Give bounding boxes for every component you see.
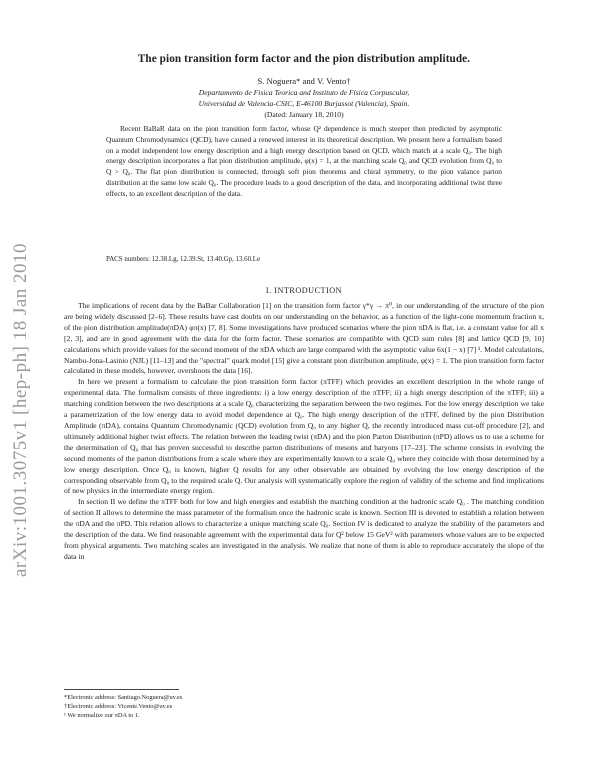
footnotes bbox=[64, 694, 544, 720]
affiliation-line-1: Departamento de Fisica Teorica and Instituto de Física Corpuscular, bbox=[198, 88, 410, 97]
arxiv-identifier: arXiv:1001.3075v1 [hep-ph] 18 Jan 2010 bbox=[10, 242, 31, 578]
abstract: Recent BaBaR data on the pion transition form factor, whose Q² dependence is much steeper then predicted by asymptotic Quantum Chromodynamics (QCD), have caused a renewed interest in its theoretical description. We present here a formalism based on a model independent low energy description and a high energy description based on QCD, which match at a scale Q₀. The high energy description incorporates a flat pion distribution amplitude, φ(x) = 1, at the matching scale Q₀ and QCD evolution from Q₀ to Q > Q₀. The flat pion distribution is connected, through soft pion theorems and chiral symmetry, to the pion valance parton distribution at the same low scale Q₀. The procedure leads to a good description of the data, and incorporating additional twist three effects, to an excellent description of the data. bbox=[106, 124, 502, 198]
introduction-body bbox=[64, 301, 544, 563]
arxiv-stamp bbox=[6, 180, 36, 640]
footnote: ¹ We normalize our πDA to 1. bbox=[64, 711, 140, 719]
paragraph: The implications of recent data by the BaBar Collaboration [1] on the transition form factor γ*γ → π⁰, in our understanding of the structure of the pion are being widely discussed [2–6]. These results have cast doubts on our understanding on the behavior, as a function of the light-cone momentum fraction x, of the pion distribution amplitude(πDA) φπ(x) [7, 8]. Some investigations have produced scenarios where the pion πDA is flat, i.e. a constant value for all x [2, 3], and are in good agreement with the data for the form factor. These scenarios are compatible with QCD sum rules [8] and lattice QCD [9, 10] calculations which provide values for the second moment of the πDA which are large compared with the asymptotic value 6x(1 − x) [7] ¹. Model calculations, Nambu-Jona-Lasinio (NJL) [11–13] and the "spectral" quark model [15] give a constant pion distribution amplitude, φ(x) = 1. The pion transition form factor calculated in these models, however, overshoots the data [16]. bbox=[64, 301, 544, 376]
authors: S. Noguera* and V. Vento† bbox=[257, 76, 351, 86]
footnote-divider bbox=[64, 689, 179, 690]
paragraph: In section II we define the πTFF both for low and high energies and establish the matching condition at the hadronic scale Q₀ . The matching condition of section II allows to determine the mass parameter of the formalism once the hadronic scale is known. Section III is devoted to establish a relation between the πDA and the πPD. This relation allows to characterize a unique matching scale Q₀. Section IV is dedicated to analyze the stability of the parameters and the description of the data. We find reasonable agreement with the experimental data for Q² below 15 GeV² with parameters whose values are to be expected from physical arguments. Two matching scales are investigated in the analysis. We realize that none of them is able to reproduce accurately the slope of the data in bbox=[64, 497, 544, 561]
pacs-numbers: PACS numbers: 12.38.Lg, 12.39.St, 13.40.Gp, 13.60.Le bbox=[106, 256, 261, 263]
footnote: *Electronic address: Santiago.Noguera@uv.es bbox=[64, 694, 183, 701]
footnote: †Electronic address: Vicente.Vento@uv.es bbox=[64, 702, 173, 710]
section-heading-introduction: I. INTRODUCTION bbox=[265, 286, 343, 295]
date-line: (Dated: January 18, 2010) bbox=[264, 110, 344, 119]
affiliation-line-2: Universidad de Valencia-CSIC, E-46100 Burjassot (Valencia), Spain. bbox=[198, 99, 410, 108]
affiliation bbox=[64, 87, 544, 109]
paper-title: The pion transition form factor and the pion distribution amplitude. bbox=[137, 53, 471, 65]
paragraph: In here we present a formalism to calculate the pion transition form factor (πTFF) which provides an excellent description in the whole range of experimental data. The formalism consists of three ingredients: i) a low energy description of the πTFF; ii) a high energy description of the πTFF; iii) a matching condition between the two descriptions at a scale Q₀ characterizing the separation between the two regimes. For the low energy description we take a parametrization of the low energy data to avoid model dependence at Q₀. The high energy description of the πTFF, defined by the pion Distribution Amplitude (πDA), contains Quantum Chromodynamic (QCD) evolution from Q₀ to any higher Q, the recently introduced mass cut-off procedure [2], and ultimately additional higher twist effects. The relation between the leading twist (πDA) and the pion Parton Distribution (πPD) allows us to use a scheme for the determination of Q₀ that has proven successful to describe parton distributions of mesons and baryons [17–23]. The scheme consists in evolving the second moments of the parton distributions from a scale where they are experimentally known to a scale Q₀ where they coincide with those determined by a low energy description. Once Q₀ is known, higher Q results for any other observable are obtained by evolving the low energy description of the corresponding observable from Q₀ to the required scale Q. Our analysis will systematically explore the region of validity of the scheme and find implications of new physics in the intermediate energy region. bbox=[64, 377, 544, 496]
